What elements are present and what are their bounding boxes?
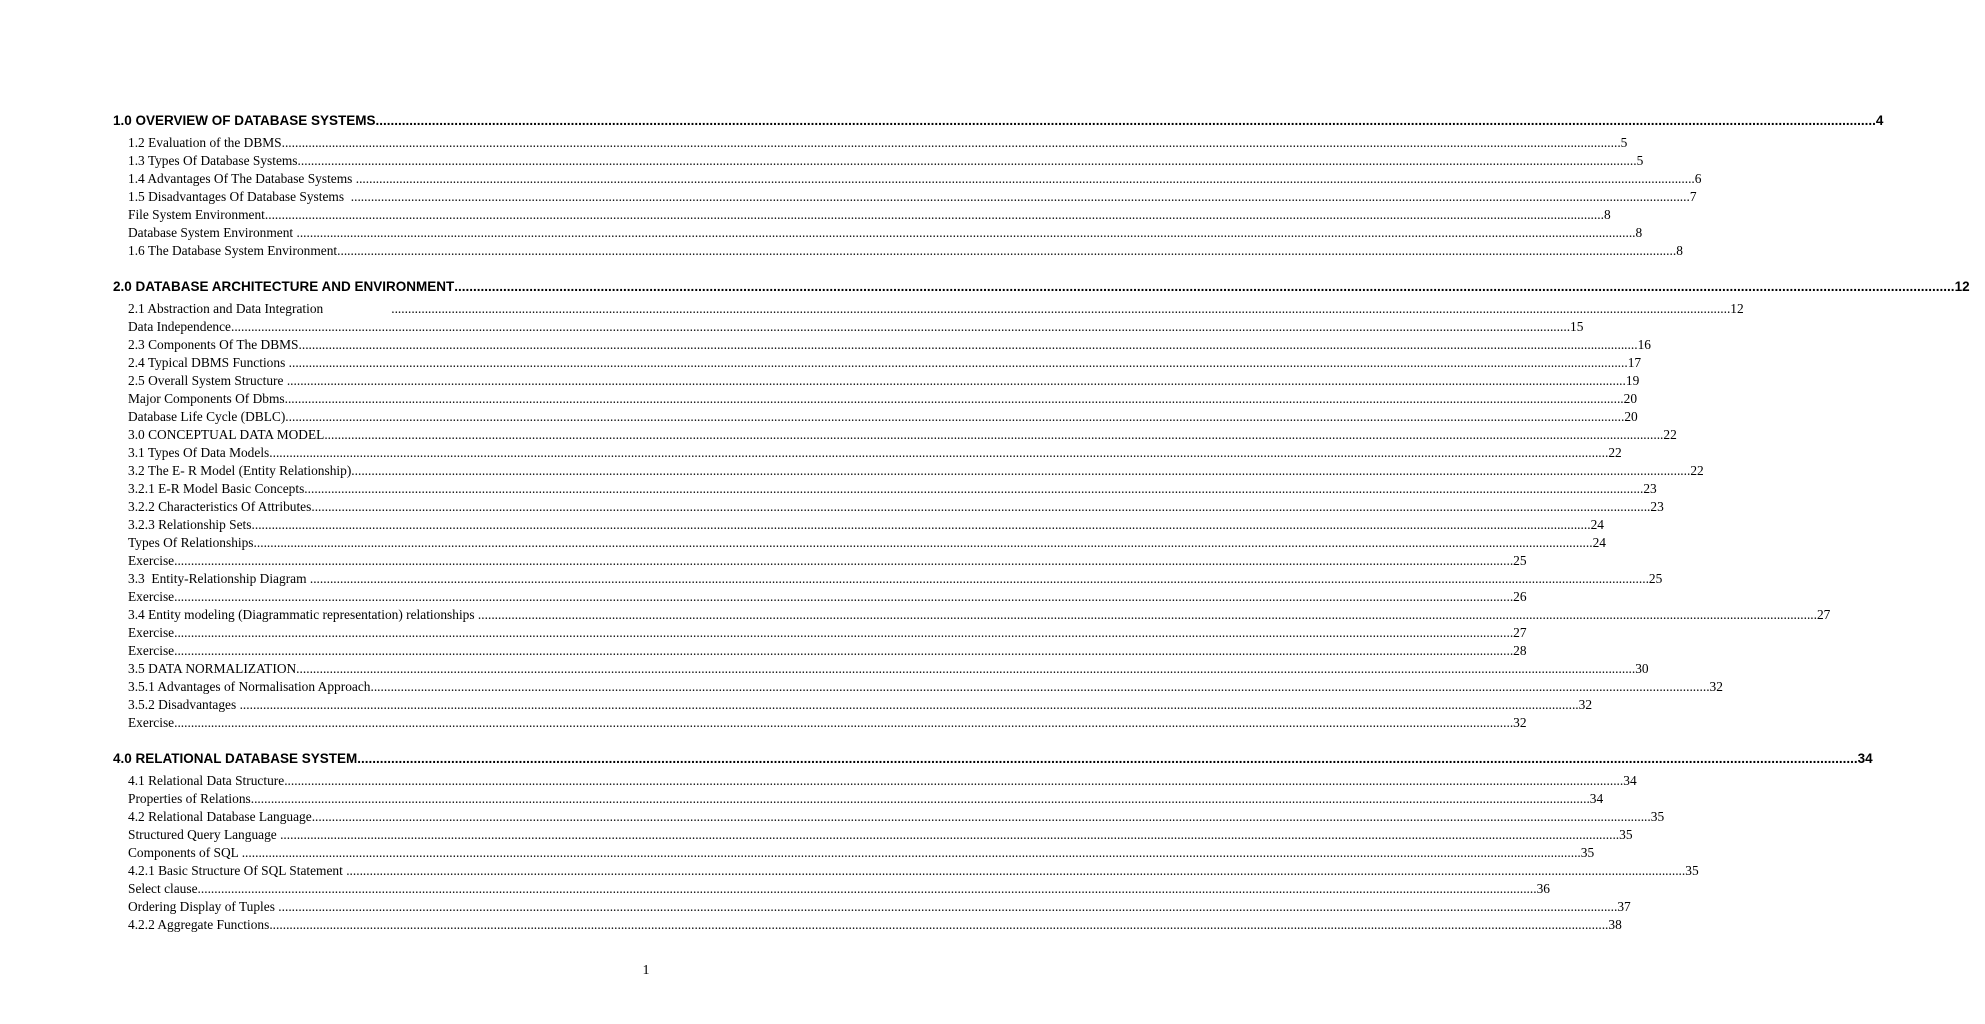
entry-title: Types Of Relationships <box>128 535 254 550</box>
toc-entry[interactable] <box>113 135 1628 153</box>
entry-page-number: 25 <box>1513 553 1527 568</box>
toc-entry[interactable] <box>113 715 1527 733</box>
entry-page-number: 20 <box>1623 391 1638 406</box>
entry-title: 3.4 Entity modeling (Diagrammatic representation) relationships <box>128 607 478 622</box>
dot-leader: ................................................................................................................................................................................................................................................................................................................................................................................................................ <box>239 697 1579 712</box>
toc-entry[interactable] <box>113 409 1638 427</box>
entry-title: 2.4 Typical DBMS Functions <box>128 355 289 370</box>
dot-leader: ................................................................................................................................................................................................................................................................................................................................................................................................................ <box>280 827 1620 842</box>
entry-page-number: 8 <box>1603 207 1611 222</box>
entry-title: Components of SQL <box>128 845 242 860</box>
dot-leader: ................................................................................................................................................................................................................................................................................................................................................................................................................ <box>250 791 1590 806</box>
toc-entry[interactable] <box>113 607 1831 625</box>
entry-page-number: 7 <box>1689 189 1697 204</box>
entry-page-number: 25 <box>1648 571 1663 586</box>
dot-leader: ................................................................................................................................................................................................................................................................................................................................................................................................................ <box>391 301 1731 316</box>
entry-title: 1.5 Disadvantages Of Database Systems <box>128 189 351 204</box>
entry-title: Database System Environment <box>128 225 297 240</box>
dot-leader: ................................................................................................................................................................................................................................................................................................................................................................................................................ <box>296 661 1636 676</box>
toc-section-heading[interactable] <box>113 751 1873 773</box>
dot-leader: ................................................................................................................................................................................................................................................................................................................................................................................................................ <box>174 553 1514 568</box>
entry-page-number: 32 <box>1578 697 1593 712</box>
section-page-number: 4 <box>1875 113 1884 128</box>
toc-entry[interactable] <box>113 679 1723 697</box>
dot-leader: ................................................................................................................................................................................................................................................................................................................................................................................................................ <box>375 113 1876 128</box>
dot-leader: ................................................................................................................................................................................................................................................................................................................................................................................................................ <box>264 207 1604 222</box>
dot-leader: ................................................................................................................................................................................................................................................................................................................................................................................................................ <box>285 409 1625 424</box>
entry-title: 3.2.2 Characteristics Of Attributes <box>128 499 312 514</box>
entry-title: 3.5.1 Advantages of Normalisation Approach <box>128 679 371 694</box>
entry-title: Exercise <box>128 643 175 658</box>
dot-leader: ................................................................................................................................................................................................................................................................................................................................................................................................................ <box>284 773 1624 788</box>
dot-leader: ................................................................................................................................................................................................................................................................................................................................................................................................................ <box>174 589 1514 604</box>
toc-entry[interactable] <box>113 791 1604 809</box>
entry-page-number: 8 <box>1676 243 1683 258</box>
entry-page-number: 30 <box>1635 661 1649 676</box>
dot-leader: ................................................................................................................................................................................................................................................................................................................................................................................................................ <box>355 171 1695 186</box>
entry-title: 4.2 Relational Database Language <box>128 809 312 824</box>
dot-leader: ................................................................................................................................................................................................................................................................................................................................................................................................................ <box>241 845 1581 860</box>
toc-entry[interactable] <box>113 661 1649 679</box>
entry-page-number: 5 <box>1636 153 1644 168</box>
toc-entry[interactable] <box>113 499 1664 517</box>
dot-leader: ................................................................................................................................................................................................................................................................................................................................................................................................................ <box>311 809 1651 824</box>
entry-page-number: 35 <box>1650 809 1665 824</box>
toc-section-heading[interactable] <box>113 279 1970 301</box>
entry-page-number: 38 <box>1608 917 1622 932</box>
toc-entry[interactable] <box>113 917 1622 935</box>
entry-page-number: 17 <box>1627 355 1642 370</box>
dot-leader: ................................................................................................................................................................................................................................................................................................................................................................................................................ <box>253 535 1593 550</box>
toc-entry[interactable] <box>113 773 1637 791</box>
toc-entry[interactable] <box>113 845 1595 863</box>
dot-leader: ................................................................................................................................................................................................................................................................................................................................................................................................................ <box>346 863 1686 878</box>
entry-page-number: 24 <box>1590 517 1604 532</box>
toc-entry[interactable] <box>113 827 1633 845</box>
dot-leader: ................................................................................................................................................................................................................................................................................................................................................................................................................ <box>251 517 1591 532</box>
entry-title: Select clause <box>128 881 198 896</box>
dot-leader: ................................................................................................................................................................................................................................................................................................................................................................................................................ <box>174 643 1514 658</box>
toc-entry[interactable] <box>113 809 1665 827</box>
toc-section-heading[interactable] <box>113 113 1884 135</box>
toc-entry[interactable] <box>113 881 1550 899</box>
dot-leader: ................................................................................................................................................................................................................................................................................................................................................................................................................ <box>304 481 1644 496</box>
dot-leader: ................................................................................................................................................................................................................................................................................................................................................................................................................ <box>286 373 1626 388</box>
entry-page-number: 23 <box>1643 481 1657 496</box>
entry-title: Major Components Of Dbms <box>128 391 285 406</box>
entry-title: 2.3 Components Of The DBMS <box>128 337 299 352</box>
entry-page-number: 5 <box>1620 135 1628 150</box>
dot-leader: ................................................................................................................................................................................................................................................................................................................................................................................................................ <box>309 571 1649 586</box>
entry-page-number: 27 <box>1513 625 1527 640</box>
dot-leader: ................................................................................................................................................................................................................................................................................................................................................................................................................ <box>370 679 1710 694</box>
entry-title: 1.2 Evaluation of the DBMS <box>128 135 282 150</box>
entry-title: 3.0 CONCEPTUAL DATA MODEL <box>128 427 325 442</box>
entry-page-number: 22 <box>1608 445 1622 460</box>
entry-page-number: 12 <box>1730 301 1744 316</box>
dot-leader: ................................................................................................................................................................................................................................................................................................................................................................................................................ <box>288 355 1628 370</box>
entry-title: Exercise <box>128 715 175 730</box>
dot-leader: ................................................................................................................................................................................................................................................................................................................................................................................................................ <box>477 607 1817 622</box>
entry-page-number: 35 <box>1619 827 1633 842</box>
toc-section <box>113 279 1970 733</box>
entry-page-number: 23 <box>1650 499 1664 514</box>
entry-title: 1.6 The Database System Environment <box>128 243 338 258</box>
entry-title: 3.1 Types Of Data Models <box>128 445 270 460</box>
toc-entry[interactable] <box>113 373 1640 391</box>
entry-title: 3.2.3 Relationship Sets <box>128 517 252 532</box>
section-title: 2.0 DATABASE ARCHITECTURE AND ENVIRONMENT <box>113 279 455 294</box>
entry-title: Ordering Display of Tuples <box>128 899 279 914</box>
dot-leader: ................................................................................................................................................................................................................................................................................................................................................................................................................ <box>284 391 1624 406</box>
entry-title: 4.2.2 Aggregate Functions <box>128 917 270 932</box>
dot-leader: ................................................................................................................................................................................................................................................................................................................................................................................................................ <box>296 225 1636 240</box>
entry-page-number: 16 <box>1637 337 1651 352</box>
page-number: 1 <box>642 963 650 978</box>
entry-page-number: 34 <box>1589 791 1604 806</box>
entry-title: Data Independence <box>128 319 231 334</box>
dot-leader: ................................................................................................................................................................................................................................................................................................................................................................................................................ <box>281 135 1621 150</box>
toc-entry[interactable] <box>113 301 1744 319</box>
dot-leader: ................................................................................................................................................................................................................................................................................................................................................................................................................ <box>297 153 1637 168</box>
toc-entry[interactable] <box>113 625 1527 643</box>
toc-entry[interactable] <box>113 481 1657 499</box>
entry-page-number: 32 <box>1709 679 1723 694</box>
entry-page-number: 22 <box>1690 463 1704 478</box>
entry-title: Exercise <box>128 625 175 640</box>
dot-leader: ................................................................................................................................................................................................................................................................................................................................................................................................................ <box>269 917 1609 932</box>
section-title: 4.0 RELATIONAL DATABASE SYSTEM <box>113 751 358 766</box>
toc-entry[interactable] <box>113 589 1527 607</box>
entry-title: 3.2.1 E-R Model Basic Concepts <box>128 481 305 496</box>
entry-title: 3.2 The E- R Model (Entity Relationship) <box>128 463 352 478</box>
dot-leader: ................................................................................................................................................................................................................................................................................................................................................................................................................ <box>454 279 1955 294</box>
dot-leader: ................................................................................................................................................................................................................................................................................................................................................................................................................ <box>269 445 1609 460</box>
toc-entry[interactable] <box>113 643 1527 661</box>
entry-title: Properties of Relations <box>128 791 251 806</box>
toc-entry[interactable] <box>113 243 1683 261</box>
dot-leader: ................................................................................................................................................................................................................................................................................................................................................................................................................ <box>351 463 1691 478</box>
entry-page-number: 36 <box>1536 881 1550 896</box>
entry-title: 4.1 Relational Data Structure <box>128 773 285 788</box>
entry-page-number: 20 <box>1624 409 1638 424</box>
dot-leader: ................................................................................................................................................................................................................................................................................................................................................................................................................ <box>357 751 1858 766</box>
section-page-number: 34 <box>1857 751 1873 766</box>
entry-title: 4.2.1 Basic Structure Of SQL Statement <box>128 863 347 878</box>
toc-entry[interactable] <box>113 571 1663 589</box>
entry-title: File System Environment <box>128 207 265 222</box>
toc-entry[interactable] <box>113 517 1604 535</box>
dot-leader: ................................................................................................................................................................................................................................................................................................................................................................................................................ <box>350 189 1690 204</box>
entry-title: 1.4 Advantages Of The Database Systems <box>128 171 356 186</box>
entry-page-number: 35 <box>1580 845 1595 860</box>
toc-entry[interactable] <box>113 427 1677 445</box>
entry-title: Structured Query Language <box>128 827 281 842</box>
toc-entry[interactable] <box>113 337 1651 355</box>
toc-entry[interactable] <box>113 355 1642 373</box>
toc-entry[interactable] <box>113 899 1631 917</box>
table-of-contents <box>113 113 1970 935</box>
entry-title: Exercise <box>128 553 175 568</box>
toc-section <box>113 113 1884 261</box>
entry-title: 1.3 Types Of Database Systems <box>128 153 298 168</box>
entry-page-number: 28 <box>1513 643 1527 658</box>
toc-entry[interactable] <box>113 207 1611 225</box>
entry-title: 3.5 DATA NORMALIZATION <box>128 661 297 676</box>
toc-entry[interactable] <box>113 391 1638 409</box>
entry-page-number: 27 <box>1816 607 1831 622</box>
entry-page-number: 8 <box>1635 225 1643 240</box>
entry-page-number: 19 <box>1625 373 1640 388</box>
section-page-number: 12 <box>1954 279 1970 294</box>
toc-entry[interactable] <box>113 153 1644 171</box>
entry-title: 2.5 Overall System Structure <box>128 373 287 388</box>
entry-page-number: 32 <box>1513 715 1527 730</box>
dot-leader: ................................................................................................................................................................................................................................................................................................................................................................................................................ <box>174 625 1514 640</box>
dot-leader: ................................................................................................................................................................................................................................................................................................................................................................................................................ <box>174 715 1514 730</box>
toc-entry[interactable] <box>113 535 1606 553</box>
entry-title: Database Life Cycle (DBLC) <box>128 409 286 424</box>
entry-title: 2.1 Abstraction and Data Integration <box>128 301 324 316</box>
entry-page-number: 6 <box>1694 171 1702 186</box>
dot-leader: ................................................................................................................................................................................................................................................................................................................................................................................................................ <box>278 899 1618 914</box>
entry-page-number: 22 <box>1663 427 1677 442</box>
toc-entry[interactable] <box>113 445 1622 463</box>
toc-entry[interactable] <box>113 697 1593 715</box>
entry-title: Exercise <box>128 589 175 604</box>
toc-entry[interactable] <box>113 225 1643 243</box>
section-title: 1.0 OVERVIEW OF DATABASE SYSTEMS <box>113 113 376 128</box>
dot-leader: ................................................................................................................................................................................................................................................................................................................................................................................................................ <box>197 881 1537 896</box>
dot-leader: ................................................................................................................................................................................................................................................................................................................................................................................................................ <box>324 427 1664 442</box>
entry-title: 3.3 Entity-Relationship Diagram <box>128 571 310 586</box>
entry-page-number: 15 <box>1570 319 1584 334</box>
entry-page-number: 26 <box>1513 589 1527 604</box>
toc-entry[interactable] <box>113 171 1702 189</box>
entry-page-number: 24 <box>1592 535 1606 550</box>
toc-entry[interactable] <box>113 463 1704 481</box>
dot-leader: ................................................................................................................................................................................................................................................................................................................................................................................................................ <box>298 337 1638 352</box>
toc-section <box>113 751 1873 935</box>
entry-page-number: 35 <box>1685 863 1699 878</box>
toc-entry[interactable] <box>113 863 1699 881</box>
entry-page-number: 37 <box>1617 899 1631 914</box>
toc-entry[interactable] <box>113 319 1584 337</box>
entry-page-number: 34 <box>1623 773 1637 788</box>
dot-leader: ................................................................................................................................................................................................................................................................................................................................................................................................................ <box>311 499 1651 514</box>
toc-entry[interactable] <box>113 553 1527 571</box>
dot-leader: ................................................................................................................................................................................................................................................................................................................................................................................................................ <box>230 319 1571 334</box>
dot-leader: ................................................................................................................................................................................................................................................................................................................................................................................................................ <box>337 243 1677 258</box>
entry-title: 3.5.2 Disadvantages <box>128 697 240 712</box>
toc-entry[interactable] <box>113 189 1697 207</box>
